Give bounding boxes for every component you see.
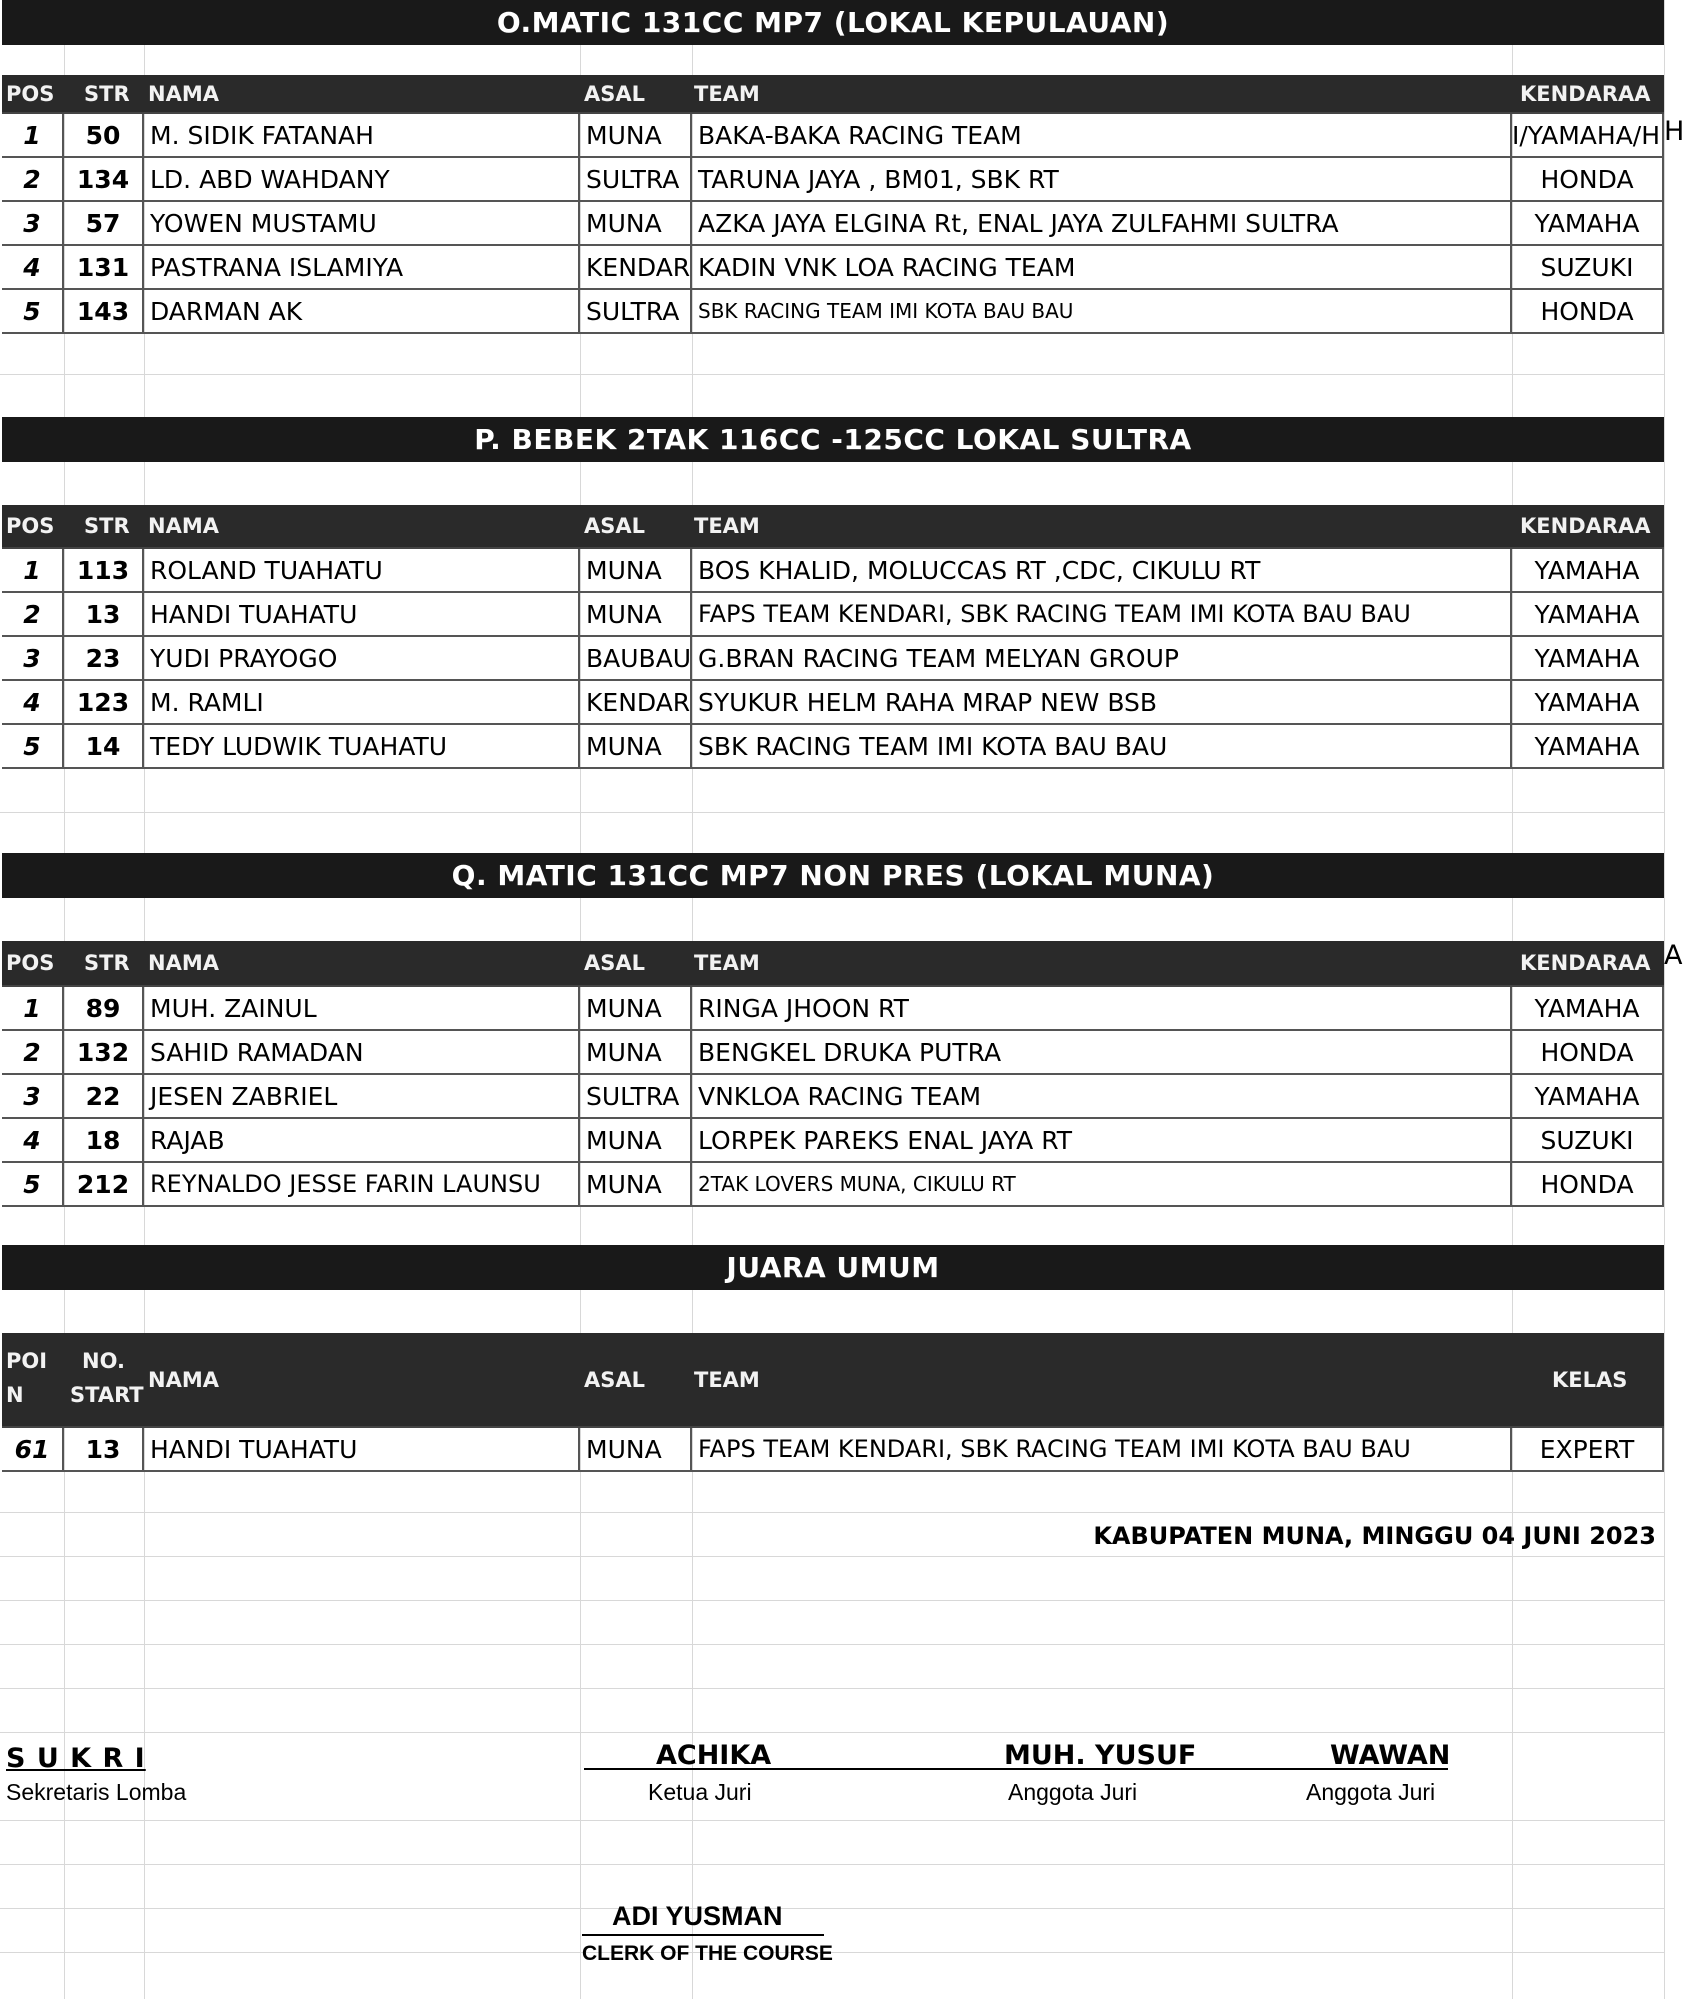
col-nama: NAMA	[148, 81, 219, 106]
team-cell: VNKLOA RACING TEAM	[692, 1075, 1512, 1117]
asal-cell: MUNA	[580, 1428, 692, 1470]
table-row	[2, 1163, 1664, 1207]
col-nama: NAMA	[148, 514, 219, 538]
col-kendaraan: KENDARAA	[1520, 951, 1651, 975]
table-row	[2, 637, 1664, 681]
team-cell: AZKA JAYA ELGINA Rt, ENAL JAYA ZULFAHMI SULTRA	[692, 202, 1512, 244]
col-nama: NAMA	[148, 951, 219, 975]
col-pos: POS	[6, 81, 55, 106]
kendaraan-cell: YAMAHA	[1512, 725, 1664, 767]
col-asal: ASAL	[584, 1367, 646, 1392]
col-kelas: KELAS	[1552, 1367, 1628, 1392]
team-cell: 2TAK LOVERS MUNA, CIKULU RT	[692, 1163, 1512, 1205]
asal-cell: KENDAR	[580, 246, 692, 288]
table-row	[2, 681, 1664, 725]
asal-cell: MUNA	[580, 202, 692, 244]
str-cell: 22	[64, 1075, 144, 1117]
nama-cell: RAJAB	[144, 1119, 580, 1161]
str-cell: 57	[64, 202, 144, 244]
table-header	[2, 941, 1664, 985]
table-row	[2, 290, 1664, 334]
pos-cell: 3	[2, 202, 64, 244]
team-cell: RINGA JHOON RT	[692, 987, 1512, 1029]
table-row	[2, 202, 1664, 246]
grid-line	[0, 1908, 1664, 1909]
kendaraan-cell: HONDA	[1512, 1031, 1664, 1073]
col-kendaraan: KENDARAA	[1520, 81, 1651, 106]
str-cell: 131	[64, 246, 144, 288]
pos-cell: 3	[2, 637, 64, 679]
table-header	[2, 1333, 1664, 1426]
nama-cell: ROLAND TUAHATU	[144, 549, 580, 591]
nama-cell: M. SIDIK FATANAH	[144, 114, 580, 156]
kendaraan-cell: HONDA	[1512, 290, 1664, 332]
asal-cell: MUNA	[580, 1031, 692, 1073]
col-poin-2: N	[6, 1383, 24, 1407]
section-title: O.MATIC 131CC MP7 (LOKAL KEPULAUAN)	[2, 0, 1664, 45]
asal-cell: SULTRA	[580, 1075, 692, 1117]
kendaraan-cell: I/YAMAHA/H	[1512, 114, 1664, 156]
kendaraan-cell: YAMAHA	[1512, 1075, 1664, 1117]
grid-line	[0, 1556, 1664, 1557]
kelas-cell: EXPERT	[1512, 1428, 1664, 1470]
pos-cell: 3	[2, 1075, 64, 1117]
col-pos: POS	[6, 951, 55, 975]
results-table	[2, 985, 1664, 1199]
col-nama: NAMA	[148, 1367, 219, 1392]
signature-line	[582, 1934, 824, 1936]
asal-cell: KENDAR	[580, 681, 692, 723]
table-row	[2, 1075, 1664, 1119]
grid-line	[0, 1644, 1664, 1645]
grid-line	[1664, 0, 1665, 1999]
str-cell: 89	[64, 987, 144, 1029]
kendaraan-cell: SUZUKI	[1512, 246, 1664, 288]
str-cell: 134	[64, 158, 144, 200]
col-asal: ASAL	[584, 951, 646, 975]
kendaraan-cell: YAMAHA	[1512, 549, 1664, 591]
section-title: P. BEBEK 2TAK 116CC -125CC LOKAL SULTRA	[2, 417, 1664, 462]
signature-name: S U K R I	[6, 1743, 146, 1774]
pos-cell: 5	[2, 1163, 64, 1205]
signature-role: Sekretaris Lomba	[6, 1779, 187, 1805]
asal-cell: BAUBAU	[580, 637, 692, 679]
col-kendaraan: KENDARAA	[1520, 514, 1651, 538]
signature-name: MUH. YUSUF	[1004, 1740, 1197, 1771]
clerk-name: ADI YUSMAN	[612, 1901, 783, 1931]
table-row	[2, 246, 1664, 290]
table-row	[2, 158, 1664, 202]
place-date: KABUPATEN MUNA, MINGGU 04 JUNI 2023	[1093, 1522, 1656, 1550]
str-cell: 14	[64, 725, 144, 767]
pos-cell: 5	[2, 725, 64, 767]
col-team: TEAM	[694, 81, 760, 106]
signature-name: ACHIKA	[656, 1740, 772, 1771]
col-start: NO.	[82, 1349, 125, 1373]
pos-cell: 4	[2, 246, 64, 288]
results-table	[2, 547, 1664, 761]
col-asal: ASAL	[584, 81, 646, 106]
asal-cell: SULTRA	[580, 158, 692, 200]
pos-cell: 4	[2, 1119, 64, 1161]
grid-line	[0, 1820, 1664, 1821]
asal-cell: MUNA	[580, 549, 692, 591]
str-cell: 143	[64, 290, 144, 332]
nama-cell: SAHID RAMADAN	[144, 1031, 580, 1073]
col-start-2: START	[70, 1383, 144, 1407]
kendaraan-cell: HONDA	[1512, 1163, 1664, 1205]
grid-line	[0, 1600, 1664, 1601]
grid-line	[0, 1732, 1664, 1733]
str-cell: 132	[64, 1031, 144, 1073]
kendaraan-cell: YAMAHA	[1512, 637, 1664, 679]
team-cell: LORPEK PAREKS ENAL JAYA RT	[692, 1119, 1512, 1161]
signature-role: Anggota Juri	[1008, 1779, 1138, 1805]
nama-cell: PASTRANA ISLAMIYA	[144, 246, 580, 288]
col-str: STR	[84, 951, 130, 975]
pos-cell: 5	[2, 290, 64, 332]
col-pos: POS	[6, 514, 55, 538]
team-cell: SBK RACING TEAM IMI KOTA BAU BAU	[692, 725, 1512, 767]
poin-cell: 61	[2, 1428, 64, 1470]
asal-cell: MUNA	[580, 593, 692, 635]
grid-line	[0, 812, 1664, 813]
col-team: TEAM	[694, 514, 760, 538]
pos-cell: 1	[2, 114, 64, 156]
pos-cell: 1	[2, 987, 64, 1029]
signature-role: Anggota Juri	[1306, 1779, 1436, 1805]
pos-cell: 2	[2, 158, 64, 200]
nama-cell: HANDI TUAHATU	[144, 1428, 580, 1470]
table-header	[2, 505, 1664, 547]
grid-line	[0, 1512, 1664, 1513]
str-cell: 123	[64, 681, 144, 723]
table-row	[2, 987, 1664, 1031]
team-cell: TARUNA JAYA , BM01, SBK RT	[692, 158, 1512, 200]
nama-cell: YUDI PRAYOGO	[144, 637, 580, 679]
kendaraan-cell: SUZUKI	[1512, 1119, 1664, 1161]
col-str: STR	[84, 81, 130, 106]
str-cell: 212	[64, 1163, 144, 1205]
asal-cell: MUNA	[580, 1163, 692, 1205]
kendaraan-cell: YAMAHA	[1512, 593, 1664, 635]
clerk-role: CLERK OF THE COURSE	[582, 1942, 833, 1965]
section-title: JUARA UMUM	[2, 1245, 1664, 1290]
table-row	[2, 593, 1664, 637]
section-title: Q. MATIC 131CC MP7 NON PRES (LOKAL MUNA)	[2, 853, 1664, 898]
str-cell: 113	[64, 549, 144, 591]
kendaraan-cell: YAMAHA	[1512, 202, 1664, 244]
team-cell: SBK RACING TEAM IMI KOTA BAU BAU	[692, 290, 1512, 332]
team-cell: BOS KHALID, MOLUCCAS RT ,CDC, CIKULU RT	[692, 549, 1512, 591]
asal-cell: MUNA	[580, 1119, 692, 1161]
nama-cell: MUH. ZAINUL	[144, 987, 580, 1029]
grid-line	[0, 374, 1664, 375]
table-row	[2, 1119, 1664, 1163]
table-row	[2, 1031, 1664, 1075]
kendaraan-cell: HONDA	[1512, 158, 1664, 200]
col-team: TEAM	[694, 1367, 760, 1392]
nama-cell: HANDI TUAHATU	[144, 593, 580, 635]
str-cell: 23	[64, 637, 144, 679]
kendaraan-cell: YAMAHA	[1512, 987, 1664, 1029]
nama-cell: TEDY LUDWIK TUAHATU	[144, 725, 580, 767]
kendaraan-cell: YAMAHA	[1512, 681, 1664, 723]
team-cell: KADIN VNK LOA RACING TEAM	[692, 246, 1512, 288]
start-cell: 13	[64, 1428, 144, 1470]
str-cell: 13	[64, 593, 144, 635]
overflow-text: H	[1664, 116, 1684, 147]
table-header	[2, 75, 1664, 112]
overflow-text: A	[1664, 940, 1683, 971]
col-asal: ASAL	[584, 514, 646, 538]
pos-cell: 2	[2, 1031, 64, 1073]
juara-table	[2, 1426, 1664, 1464]
team-cell: BAKA-BAKA RACING TEAM	[692, 114, 1512, 156]
team-cell: FAPS TEAM KENDARI, SBK RACING TEAM IMI KOTA BAU BAU	[692, 593, 1512, 635]
team-cell: BENGKEL DRUKA PUTRA	[692, 1031, 1512, 1073]
nama-cell: JESEN ZABRIEL	[144, 1075, 580, 1117]
str-cell: 50	[64, 114, 144, 156]
signature-name: WAWAN	[1330, 1740, 1451, 1771]
team-cell: G.BRAN RACING TEAM MELYAN GROUP	[692, 637, 1512, 679]
pos-cell: 2	[2, 593, 64, 635]
asal-cell: MUNA	[580, 987, 692, 1029]
pos-cell: 1	[2, 549, 64, 591]
nama-cell: REYNALDO JESSE FARIN LAUNSU	[144, 1163, 580, 1205]
nama-cell: DARMAN AK	[144, 290, 580, 332]
nama-cell: YOWEN MUSTAMU	[144, 202, 580, 244]
pos-cell: 4	[2, 681, 64, 723]
team-cell: FAPS TEAM KENDARI, SBK RACING TEAM IMI KOTA BAU BAU	[692, 1428, 1512, 1470]
table-row	[2, 114, 1664, 158]
team-cell: SYUKUR HELM RAHA MRAP NEW BSB	[692, 681, 1512, 723]
table-row	[2, 1428, 1664, 1472]
asal-cell: SULTRA	[580, 290, 692, 332]
results-table	[2, 112, 1664, 326]
col-str: STR	[84, 514, 130, 538]
signature-role: Ketua Juri	[648, 1779, 752, 1805]
asal-cell: MUNA	[580, 725, 692, 767]
col-team: TEAM	[694, 951, 760, 975]
col-poin: POI	[6, 1349, 48, 1373]
nama-cell: LD. ABD WAHDANY	[144, 158, 580, 200]
grid-line	[0, 1864, 1664, 1865]
nama-cell: M. RAMLI	[144, 681, 580, 723]
str-cell: 18	[64, 1119, 144, 1161]
grid-line	[0, 1688, 1664, 1689]
asal-cell: MUNA	[580, 114, 692, 156]
table-row	[2, 549, 1664, 593]
table-row	[2, 725, 1664, 769]
